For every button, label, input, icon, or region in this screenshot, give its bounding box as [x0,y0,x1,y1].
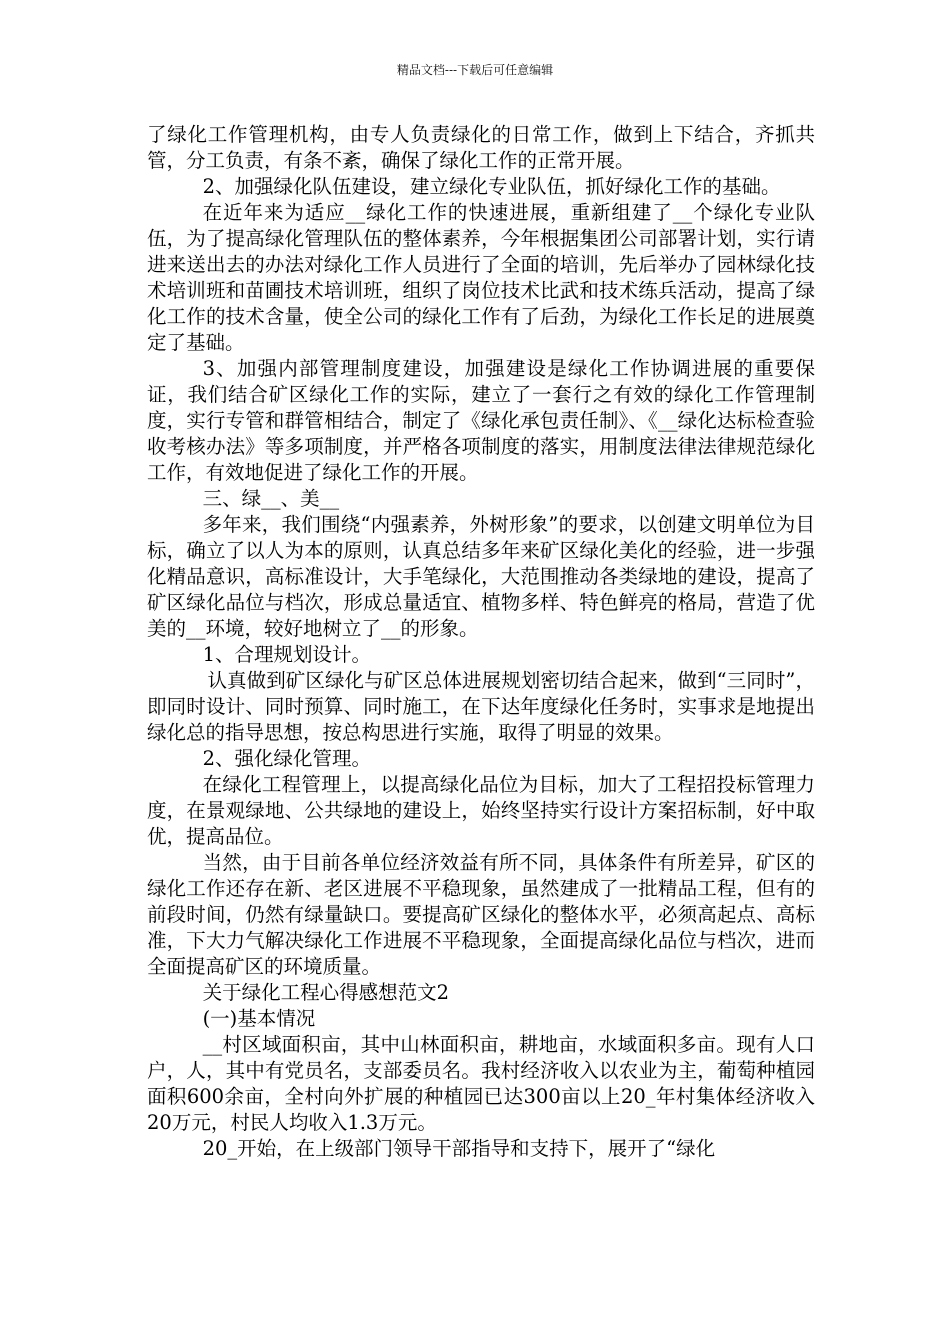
paragraph: __村区域面积亩，其中山林面积亩，耕地亩，水域面积多亩。现有人口户，人，其中有党员名，支部委员名。我村经济收入以农业为主，葡萄种植园面积600余亩，全村向外扩展的种植园已达300亩以上20_年村集体经济收入20万元，村民人均收入1.3万元。 [147,1033,815,1134]
paragraph: 20_开始，在上级部门领导干部指导和支持下，展开了“绿化 [202,1137,716,1160]
paragraph: 在绿化工程管理上，以提高绿化品位为目标，加大了工程招投标管理力度，在景观绿地、公共绿地的建设上，始终坚持实行设计方案招标制，好中取优，提高品位。 [147,773,815,848]
page-header: 精品文档---下载后可任意编辑 [396,63,554,77]
subsection-heading: 2、强化绿化管理。 [202,747,371,770]
paragraph: 认真做到矿区绿化与矿区总体进展规划密切结合起来，做到“三同时”，即同时设计、同时预算、同时施工，在下达年度绿化任务时，实事求是地提出绿化总的指导思想，按总构思进行实施，取得了明显的效果。 [147,669,815,744]
paragraph: 3、加强内部管理制度建设，加强建设是绿化工作协调进展的重要保证，我们结合矿区绿化工作的实际，建立了一套行之有效的绿化工作管理制度，实行专管和群管相结合，制定了《绿化承包责任制》、《__绿化达标检查验收考核办法》等多项制度，并严格各项制度的落实，用制度法律法律规范绿化工作，有效地促进了绿化工作的开展。 [147,357,815,484]
section-heading: (一)基本情况 [202,1007,316,1030]
paragraph: 多年来，我们围绕“内强素养，外树形象”的要求，以创建文明单位为目标，确立了以人为本的原则，认真总结多年来矿区绿化美化的经验，进一步强化精品意识，高标准设计，大手笔绿化，大范围推动各类绿地的建设，提高了矿区绿化品位与档次，形成总量适宜、植物多样、特色鲜亮的格局，营造了优美的__环境，较好地树立了__的形象。 [147,513,815,640]
paragraph: 了绿化工作管理机构，由专人负责绿化的日常工作，做到上下结合，齐抓共管，分工负责，有条不紊，确保了绿化工作的正常开展。 [147,123,815,172]
paragraph: 当然，由于目前各单位经济效益有所不同，具体条件有所差异，矿区的绿化工作还存在新、老区进展不平稳现象，虽然建成了一批精品工程，但有的前段时间，仍然有绿量缺口。要提高矿区绿化的整体水平，必须高起点、高标准，下大力气解决绿化工作进展不平稳现象，全面提高绿化品位与档次，进而全面提高矿区的环境质量。 [147,851,815,978]
paragraph: 2、加强绿化队伍建设，建立绿化专业队伍，抓好绿化工作的基础。 [202,175,781,198]
subsection-heading: 1、合理规划设计。 [202,643,371,666]
document-title: 关于绿化工程心得感想范文2 [202,981,449,1004]
section-heading: 三、绿__、美__ [202,487,340,510]
paragraph: 在近年来为适应__绿化工作的快速进展，重新组建了__个绿化专业队伍，为了提高绿化管理队伍的整体素养，今年根据集团公司部署计划，实行请进来送出去的办法对绿化工作人员进行了全面的培训，先后举办了园林绿化技术培训班和苗圃技术培训班，组织了岗位技术比武和技术练兵活动，提高了绿化工作的技术含量，使全公司的绿化工作有了后劲，为绿化工作长足的进展奠定了基础。 [147,201,815,354]
document-body [147,122,815,1162]
